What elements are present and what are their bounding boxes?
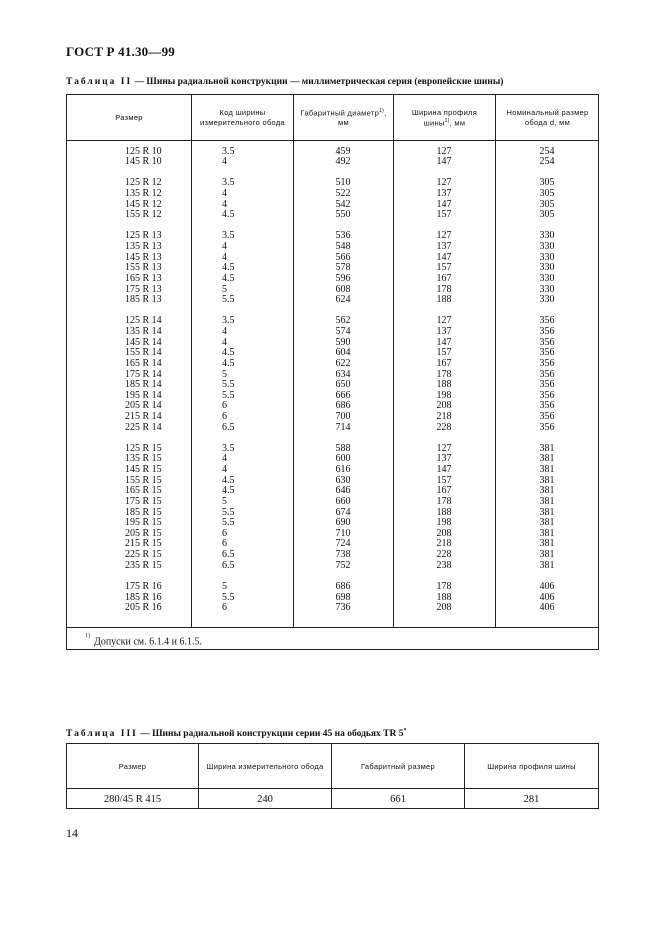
footnote-marker: 1) [85,633,90,639]
cell-size: 165 R 14 [125,357,162,369]
cell-width: 178 [436,368,452,380]
cell-rim-code: 3.5 [222,145,235,157]
cell-size: 125 R 13 [125,230,162,242]
cell-width: 127 [436,315,452,327]
cell-diameter: 690 [335,517,351,529]
cell-size: 175 R 14 [125,368,162,380]
cell-width: 167 [436,272,452,284]
cell-rim-code: 6 [222,400,227,412]
cell-rim-code: 5.5 [222,379,235,391]
cell-size: 185 R 15 [125,506,162,518]
cell-width: 127 [436,177,452,189]
cell-width: 167 [436,485,452,497]
cell-size: 155 R 15 [125,474,162,486]
cell-width: 198 [436,517,452,529]
cell-rim-code: 3.5 [222,177,235,189]
cell-diameter: 736 [335,602,351,614]
cell-diameter: 686 [335,580,351,592]
cell-rim-code: 3.5 [222,442,235,454]
cell-diameter: 578 [335,262,351,274]
cell-rim-size: 330 [539,230,555,242]
cell-diameter: 686 [335,400,351,412]
cell-diameter: 630 [335,474,351,486]
cell-size: 195 R 14 [125,389,162,401]
cell-rim-code: 4.5 [222,357,235,369]
cell-rim-code: 4.5 [222,262,235,274]
cell-rim-size: 381 [539,559,555,571]
cell-width: 238 [436,559,452,571]
cell-diameter: 604 [335,347,351,359]
table3-header-overall-size: Габаритный размер [331,744,464,789]
table2-header [67,95,598,141]
cell-width: 137 [436,326,452,338]
cell-rim-size: 330 [539,294,555,306]
cell-diameter: 646 [335,485,351,497]
table2-header-size: Размер [115,113,143,123]
cell-rim-code: 5.5 [222,294,235,306]
table2-header-diameter: Габаритный диаметр$^{1)}$, мм [293,95,393,141]
table2-header-rim-code: Код ширины измерительного обода [191,95,293,141]
cell-rim-code: 4 [222,156,227,168]
cell-size: 165 R 13 [125,272,162,284]
cell-diameter: 510 [335,177,351,189]
cell-rim-size: 356 [539,315,555,327]
table2-label: Таблица II [66,77,133,87]
cell-size: 235 R 15 [125,559,162,571]
cell-rim-size: 356 [539,347,555,359]
cell-rim-size: 356 [539,400,555,412]
cell-diameter: 616 [335,464,351,476]
cell-rim-size: 381 [539,485,555,497]
cell-width: 157 [436,209,452,221]
cell-width: 178 [436,580,452,592]
cell-diameter: 710 [335,527,351,539]
cell-width: 157 [436,262,452,274]
table3-cell-section-width: 281 [464,789,598,809]
cell-diameter: 566 [335,251,351,263]
cell-rim-code: 4 [222,336,227,348]
table3-cell-overall-size: 661 [331,789,464,809]
table3-caption [66,728,407,739]
cell-diameter: 550 [335,209,351,221]
cell-rim-size: 381 [539,527,555,539]
cell-rim-size: 305 [539,177,555,189]
table2-header-rim-size: Номинальный размер обода d, мм [495,95,599,141]
cell-diameter: 536 [335,230,351,242]
cell-rim-code: 5 [222,495,227,507]
cell-rim-size: 356 [539,411,555,422]
cell-rim-code: 4 [222,198,227,210]
cell-width: 127 [436,145,452,157]
cell-rim-size: 330 [539,262,555,274]
table-row [67,603,598,614]
cell-rim-code: 5 [222,283,227,295]
cell-rim-size: 356 [539,389,555,401]
cell-size: 145 R 10 [125,156,162,168]
cell-rim-code: 5.5 [222,506,235,518]
table-row [67,789,598,809]
cell-diameter: 548 [335,241,351,253]
table-row [67,359,598,370]
table3-header-rim-width: Ширина измерительного обода [198,744,331,789]
cell-diameter: 596 [335,272,351,284]
table2-title: — Шины радиальной конструкции — миллиметрическая серия (европейские шины) [134,77,504,87]
cell-rim-size: 356 [539,368,555,380]
cell-width: 147 [436,336,452,348]
cell-rim-size: 406 [539,602,555,614]
table-row [67,274,598,285]
cell-rim-code: 4.5 [222,474,235,486]
cell-rim-code: 5 [222,368,227,380]
cell-diameter: 600 [335,453,351,465]
cell-rim-code: 6 [222,538,227,550]
cell-rim-code: 5 [222,580,227,592]
cell-size: 125 R 10 [125,145,162,157]
cell-size: 155 R 13 [125,262,162,274]
cell-diameter: 562 [335,315,351,327]
cell-size: 145 R 12 [125,198,162,210]
table-row [67,423,598,434]
cell-rim-code: 4 [222,251,227,263]
table-row [67,210,598,221]
cell-diameter: 492 [335,156,351,168]
cell-rim-size: 305 [539,198,555,210]
cell-width: 188 [436,379,452,391]
cell-rim-code: 4 [222,464,227,476]
cell-width: 208 [436,602,452,614]
cell-rim-size: 356 [539,326,555,338]
cell-diameter: 738 [335,549,351,561]
cell-rim-code: 4 [222,326,227,338]
cell-rim-size: 406 [539,580,555,592]
cell-rim-code: 4 [222,241,227,253]
cell-width: 198 [436,389,452,401]
cell-rim-size: 254 [539,156,555,168]
cell-width: 228 [436,549,452,561]
cell-diameter: 714 [335,421,351,433]
cell-size: 185 R 13 [125,294,162,306]
cell-width: 127 [436,230,452,242]
cell-width: 208 [436,400,452,412]
cell-size: 165 R 15 [125,485,162,497]
table3-label: Таблица III [66,729,138,740]
cell-diameter: 650 [335,379,351,391]
cell-rim-code: 6.5 [222,421,235,433]
cell-rim-size: 381 [539,474,555,486]
cell-width: 147 [436,156,452,168]
cell-width: 188 [436,506,452,518]
cell-width: 208 [436,527,452,539]
cell-rim-code: 4.5 [222,209,235,221]
cell-width: 218 [436,538,452,550]
cell-diameter: 574 [335,326,351,338]
cell-width: 127 [436,442,452,454]
cell-rim-code: 4 [222,453,227,465]
cell-size: 145 R 15 [125,464,162,476]
cell-width: 157 [436,347,452,359]
cell-size: 185 R 14 [125,379,162,391]
cell-width: 228 [436,421,452,433]
cell-width: 167 [436,357,452,369]
cell-diameter: 752 [335,559,351,571]
cell-rim-size: 381 [539,549,555,561]
cell-size: 135 R 13 [125,241,162,253]
cell-rim-code: 6.5 [222,549,235,561]
cell-width: 178 [436,283,452,295]
cell-size: 135 R 12 [125,187,162,199]
cell-rim-code: 5.5 [222,517,235,529]
cell-rim-code: 3.5 [222,230,235,242]
cell-size: 225 R 15 [125,549,162,561]
cell-size: 155 R 12 [125,209,162,221]
cell-size: 135 R 14 [125,326,162,338]
cell-diameter: 660 [335,495,351,507]
cell-width: 218 [436,411,452,422]
cell-rim-size: 381 [539,442,555,454]
cell-diameter: 666 [335,389,351,401]
cell-diameter: 588 [335,442,351,454]
cell-rim-code: 4 [222,187,227,199]
cell-rim-code: 6.5 [222,559,235,571]
cell-size: 195 R 15 [125,517,162,529]
cell-rim-code: 6 [222,411,227,422]
cell-size: 145 R 13 [125,251,162,263]
cell-diameter: 459 [335,145,351,157]
page-number: 14 [66,826,78,840]
table3 [66,743,599,809]
cell-width: 137 [436,241,452,253]
cell-diameter: 700 [335,411,351,422]
footnote-text: Допуски см. 6.1.4 и 6.1.5. [94,636,202,648]
cell-diameter: 634 [335,368,351,380]
document-code: ГОСТ Р 41.30—99 [66,44,175,59]
cell-rim-size: 356 [539,336,555,348]
cell-rim-size: 381 [539,538,555,550]
cell-rim-size: 330 [539,283,555,295]
cell-rim-code: 6 [222,602,227,614]
table3-header-section-width: Ширина профиля шины [464,744,598,789]
table-row [67,295,598,306]
table3-title: — Шины радиальной конструкции серии 45 на ободьях TR 5 [140,729,404,740]
cell-size: 205 R 15 [125,527,162,539]
cell-size: 135 R 15 [125,453,162,465]
cell-size: 225 R 14 [125,421,162,433]
cell-rim-size: 305 [539,209,555,221]
cell-diameter: 724 [335,538,351,550]
cell-rim-size: 254 [539,145,555,157]
cell-diameter: 590 [335,336,351,348]
table3-cell-size: 280/45 R 415 [103,793,162,805]
cell-rim-size: 305 [539,187,555,199]
cell-size: 185 R 16 [125,591,162,603]
cell-width: 137 [436,187,452,199]
cell-rim-size: 381 [539,464,555,476]
cell-rim-code: 4.5 [222,485,235,497]
cell-width: 137 [436,453,452,465]
cell-rim-size: 356 [539,357,555,369]
cell-width: 147 [436,464,452,476]
cell-size: 125 R 12 [125,177,162,189]
table-row [67,412,598,423]
cell-diameter: 624 [335,294,351,306]
cell-rim-code: 4.5 [222,347,235,359]
cell-width: 178 [436,495,452,507]
cell-size: 205 R 16 [125,602,162,614]
cell-width: 147 [436,198,452,210]
table-row [67,497,598,508]
cell-diameter: 674 [335,506,351,518]
cell-size: 205 R 14 [125,400,162,412]
cell-rim-size: 356 [539,421,555,433]
cell-rim-size: 406 [539,591,555,603]
cell-rim-size: 381 [539,506,555,518]
table2-body [67,141,598,627]
cell-diameter: 522 [335,187,351,199]
cell-diameter: 698 [335,591,351,603]
cell-width: 157 [436,474,452,486]
table2 [66,94,599,650]
cell-size: 125 R 14 [125,315,162,327]
table2-header-width: Ширина профиля шины$^{1)}$, мм [393,95,495,141]
table3-cell-rim-width: 240 [198,789,331,809]
table3-header [67,744,598,789]
cell-rim-size: 381 [539,453,555,465]
cell-size: 125 R 15 [125,442,162,454]
cell-rim-code: 5.5 [222,591,235,603]
cell-width: 188 [436,294,452,306]
cell-rim-code: 5.5 [222,389,235,401]
cell-rim-code: 3.5 [222,315,235,327]
cell-size: 155 R 14 [125,347,162,359]
cell-size: 215 R 15 [125,538,162,550]
table-row [67,189,598,200]
cell-rim-size: 356 [539,379,555,391]
table3-title-mark: * [403,728,407,734]
cell-rim-size: 330 [539,272,555,284]
cell-diameter: 608 [335,283,351,295]
cell-rim-code: 6 [222,527,227,539]
table-row [67,582,598,593]
cell-size: 145 R 14 [125,336,162,348]
cell-diameter: 622 [335,357,351,369]
cell-rim-size: 381 [539,495,555,507]
table2-caption [66,77,503,87]
table-row [67,157,598,168]
cell-width: 188 [436,591,452,603]
table2-footnote [67,627,598,649]
cell-rim-size: 330 [539,251,555,263]
cell-rim-size: 381 [539,517,555,529]
cell-width: 147 [436,251,452,263]
table3-header-size: Размер [118,761,147,771]
cell-size: 175 R 15 [125,495,162,507]
cell-size: 175 R 13 [125,283,162,295]
cell-diameter: 542 [335,198,351,210]
cell-size: 175 R 16 [125,580,162,592]
table-row [67,561,598,572]
cell-rim-code: 4.5 [222,272,235,284]
cell-size: 215 R 14 [125,411,162,422]
cell-rim-size: 330 [539,241,555,253]
